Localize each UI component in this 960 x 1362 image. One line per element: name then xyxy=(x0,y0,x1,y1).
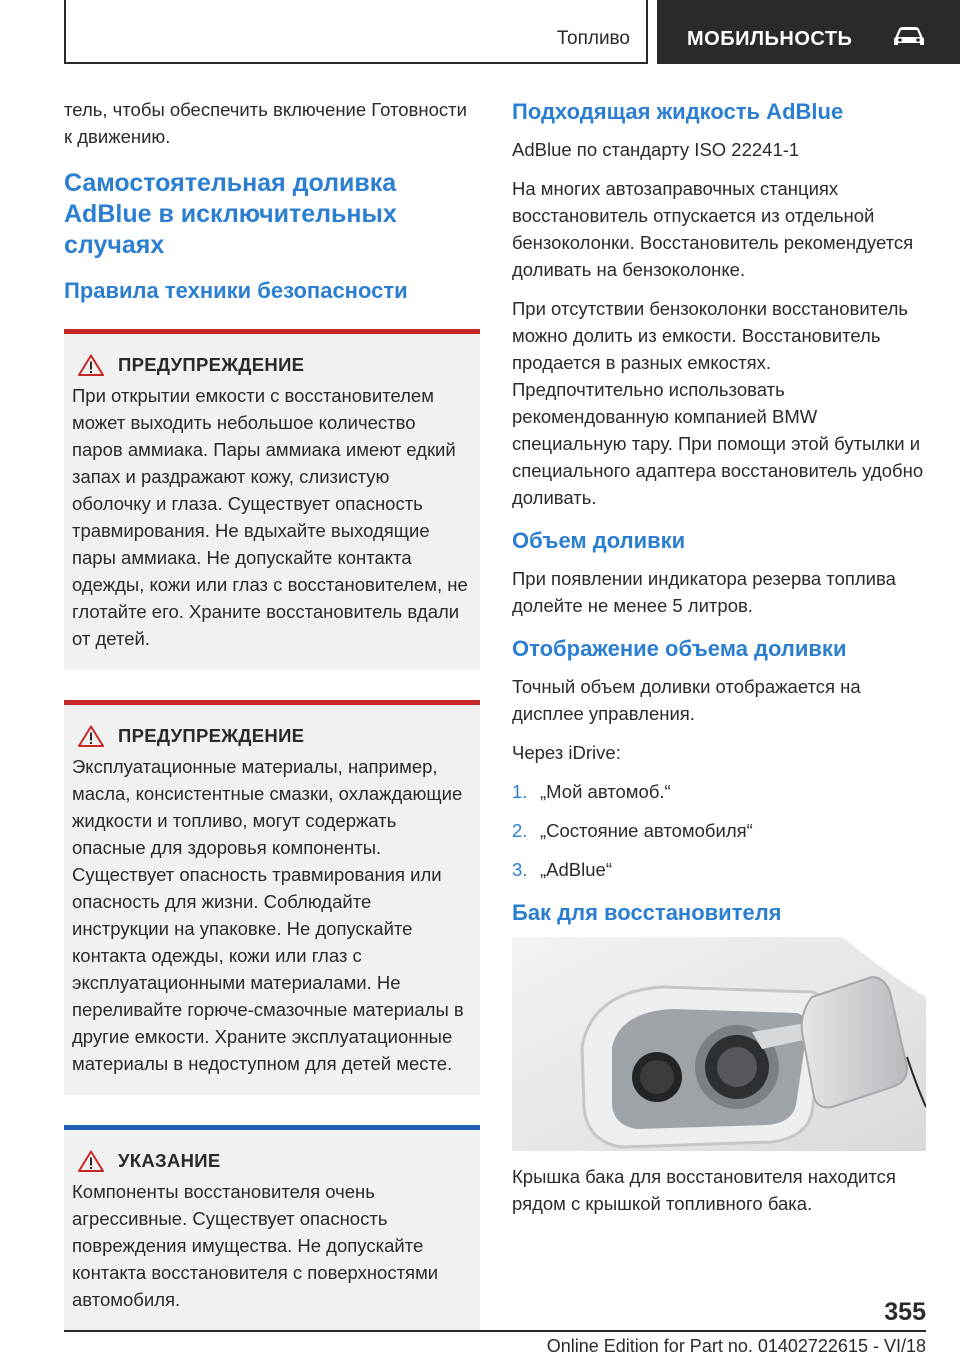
step-text: „AdBlue“ xyxy=(540,859,612,880)
list-item xyxy=(512,856,926,883)
warning-title-1 xyxy=(78,354,470,376)
notice-title-text: УКАЗАНИЕ xyxy=(118,1150,221,1171)
step-text: „Состояние автомобиля“ xyxy=(540,820,753,841)
standard-paragraph: AdBlue по стандарту ISO 22241-1 xyxy=(512,139,800,160)
warning-text-2: Эксплуатационные материалы, например, масла, консистентные смазки, охлаждающие жидкости и топливо, могут содержать опасные для здоровья компоненты. Существует опасность травмирования или опасность для жизни. Соблюдайте инструкции на упаковке. Не допускайте контакта одежды, кожи или глаз с эксплуатационными материалами. Не переливайте горюче-смазочные материалы в другие емкости. Храните эксплуатационные материалы в недоступном для детей месте. xyxy=(72,756,464,1074)
notice-box xyxy=(64,1125,480,1331)
tank-cap-photo xyxy=(512,937,926,1151)
notice-title xyxy=(78,1150,470,1172)
step-number: 3. xyxy=(512,859,528,880)
volume-heading: Объем доливки xyxy=(512,528,686,553)
chapter-tab xyxy=(657,0,960,64)
photo-caption: Крышка бака для восстановителя находится рядом с крышкой топливного бака. xyxy=(512,1166,896,1214)
stations-paragraph: На многих автозаправочных станциях восстановитель отпускается из отдельной бензоколонки. Восстановитель рекомендуется доливать на бензоколонке. xyxy=(512,178,914,280)
list-item xyxy=(512,778,926,805)
display-paragraph: Точный объем доливки отображается на дисплее управления. xyxy=(512,676,861,724)
warning-box-1 xyxy=(64,329,480,670)
display-heading: Отображение объема доливки xyxy=(512,636,847,661)
volume-paragraph: При появлении индикатора резерва топлива долейте не менее 5 литров. xyxy=(512,568,896,616)
fluid-heading: Подходящая жидкость AdBlue xyxy=(512,99,844,124)
car-icon xyxy=(891,24,927,48)
warning-title-2 xyxy=(78,725,470,747)
section-heading: Самостоятельная доливка AdBlue в исключительных случаях xyxy=(64,169,397,259)
step-number: 2. xyxy=(512,820,528,841)
intro-paragraph: тель, чтобы обеспечить включение Готовности к движению. xyxy=(64,99,467,147)
safety-heading: Правила техники безопасности xyxy=(64,278,408,303)
edition-footer: Online Edition for Part no. 01402722615 - VI/18 xyxy=(546,1336,926,1356)
page-number: 355 xyxy=(884,1298,926,1326)
warning-title-text-1: ПРЕДУПРЕЖДЕНИЕ xyxy=(118,354,305,375)
tank-cap-illustration xyxy=(512,937,926,1151)
idrive-steps xyxy=(512,778,926,883)
warning-triangle-icon xyxy=(78,354,104,376)
notice-triangle-icon xyxy=(78,1150,104,1172)
idrive-paragraph: Через iDrive: xyxy=(512,742,621,763)
warning-text-1: При открытии емкости с восстановителем может выходить небольшое количество паров аммиака. Пары аммиака имеют едкий запах и раздражают кожу, слизистую оболочку и глаза. Существует опасность травмирования. Не вдыхайте выходящие пары аммиака. Не допускайте контакта одежды, кожи или глаз с восстановителем, не глотайте его. Храните восстановитель вдали от детей. xyxy=(72,385,468,649)
chapter-tab-label: МОБИЛЬНОСТЬ xyxy=(687,28,853,50)
section-title: Топливо xyxy=(556,28,630,49)
right-column xyxy=(512,96,926,1229)
warning-triangle-icon xyxy=(78,725,104,747)
step-text: „Мой автомоб.“ xyxy=(540,781,671,802)
list-item xyxy=(512,817,926,844)
warning-box-2 xyxy=(64,700,480,1095)
notice-text: Компоненты восстановителя очень агрессивные. Существует опасность повреждения имущества. Не допускайте контакта восстановителя с поверхностями автомобиля. xyxy=(72,1181,439,1310)
left-column xyxy=(64,96,480,1361)
warning-title-text-2: ПРЕДУПРЕЖДЕНИЕ xyxy=(118,725,305,746)
step-number: 1. xyxy=(512,781,528,802)
container-paragraph: При отсутствии бензоколонки восстановитель можно долить из емкости. Восстановитель продается в разных емкостях. Предпочтительно использовать рекомендованную компанией BMW специальную тару. При помощи этой бутылки и специального адаптера восстановитель удобно доливать. xyxy=(512,298,924,508)
footer-divider xyxy=(64,1330,926,1332)
tank-heading: Бак для восстановителя xyxy=(512,900,782,925)
